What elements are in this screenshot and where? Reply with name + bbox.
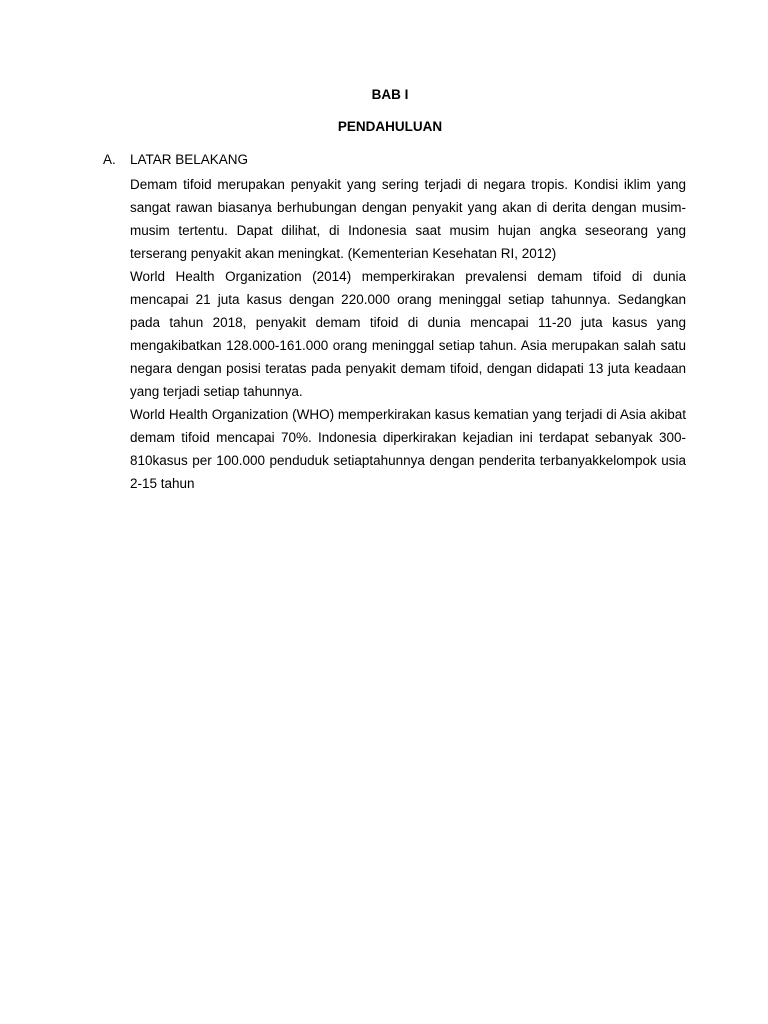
- section-body: [130, 173, 686, 495]
- section-number: A.: [103, 152, 116, 167]
- section-heading: [103, 152, 248, 168]
- chapter-label: BAB I: [371, 87, 409, 102]
- paragraph-1: Demam tifoid merupakan penyakit yang sering terjadi di negara tropis. Kondisi iklim yang sangat rawan biasanya berhubungan dengan penyakit yang akan di derita dengan musim-musim tertentu. Dapat dilihat, di Indonesia saat musim hujan angka seseorang yang terserang penyakit akan meningkat. (Kementerian Kesehatan RI, 2012): [130, 177, 686, 261]
- paragraph-2: World Health Organization (2014) memperkirakan prevalensi demam tifoid di dunia mencapai 21 juta kasus dengan 220.000 orang meninggal setiap tahunnya. Sedangkan pada tahun 2018, penyakit demam tifoid di dunia mencapai 11-20 juta kasus yang mengakibatkan 128.000-161.000 orang meninggal setiap tahun. Asia merupakan salah satu negara dengan posisi teratas pada penyakit demam tifoid, dengan didapati 13 juta keadaan yang terjadi setiap tahunnya.: [130, 269, 686, 399]
- section-title: LATAR BELAKANG: [130, 152, 249, 167]
- chapter-title: PENDAHULUAN: [337, 119, 443, 134]
- paragraph-3: World Health Organization (WHO) memperkirakan kasus kematian yang terjadi di Asia akibat demam tifoid mencapai 70%. Indonesia diperkirakan kejadian ini terdapat sebanyak 300-810kasus per 100.000 penduduk setiaptahunnya dengan penderita terbanyakkelompok usia 2-15 tahun: [130, 407, 686, 491]
